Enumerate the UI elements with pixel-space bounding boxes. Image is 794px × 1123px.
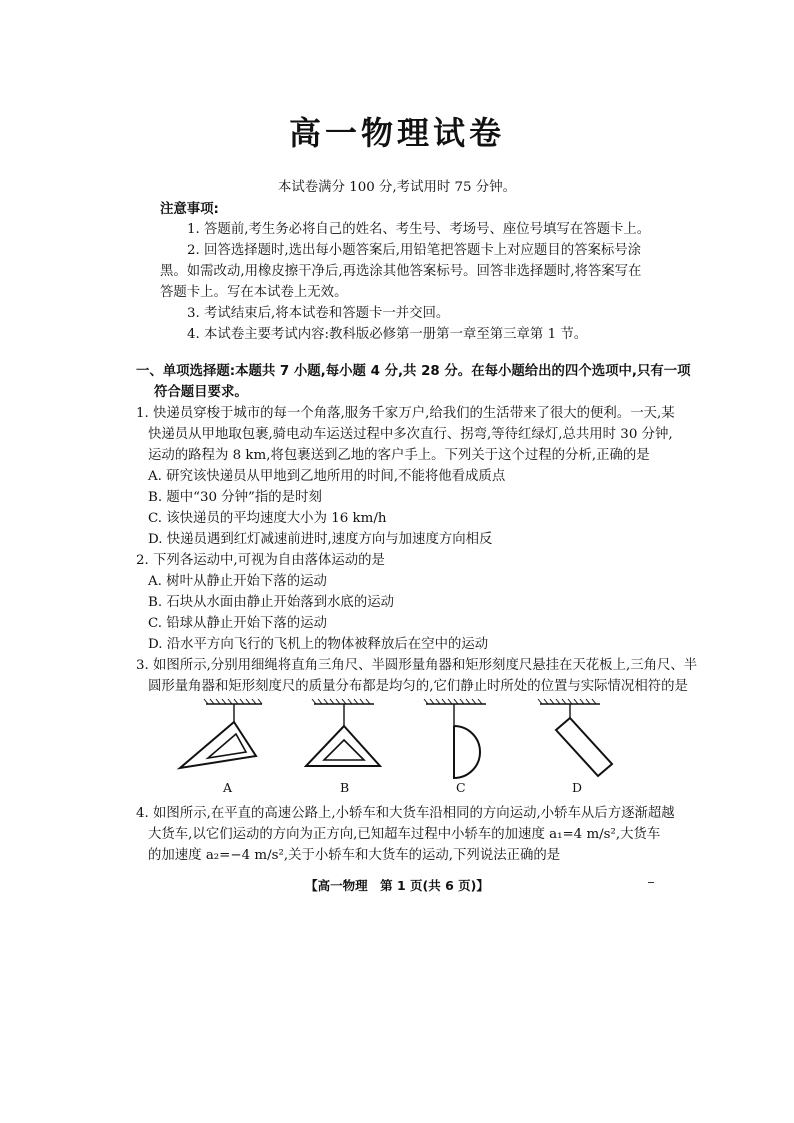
q2-stem: 2. 下列各运动中,可视为自由落体运动的是 <box>136 553 385 568</box>
section1-heading: 一、单项选择题:本题共 7 小题,每小题 4 分,共 28 分。在每小题给出的四个选项中,只有一项 <box>136 364 691 379</box>
page-title: 高一物理试卷 <box>288 114 505 152</box>
q4-stem-2: 大货车,以它们运动的方向为正方向,已知超车过程中小轿车的加速度 a₁=4 m/s²,大货车 <box>148 827 661 842</box>
section1-heading-cont: 符合题目要求。 <box>154 385 248 400</box>
q4-stem-3: 的加速度 a₂=−4 m/s²,关于小轿车和大货车的运动,下列说法正确的是 <box>148 848 561 863</box>
q3-label-c: C <box>456 780 466 795</box>
q3-stem-1: 3. 如图所示,分别用细绳将直角三角尺、半圆形量角器和矩形刻度尺悬挂在天花板上,三角尺、半 <box>136 658 698 673</box>
exam-intro: 本试卷满分 100 分,考试用时 75 分钟。 <box>278 180 516 195</box>
q1-option-d: D. 快递员遇到红灯减速前进时,速度方向与加速度方向相反 <box>148 532 493 547</box>
q1-stem-1: 1. 快递员穿梭于城市的每一个角落,服务千家万户,给我们的生活带来了很大的便利。一天,某 <box>136 406 675 421</box>
q3-figure-b <box>290 696 400 776</box>
q3-stem-2: 圆形量角器和矩形刻度尺的质量分布都是均匀的,它们静止时所处的位置与实际情况相符的是 <box>148 679 688 694</box>
notice-line-3: 黑。如需改动,用橡皮擦干净后,再选涂其他答案标号。回答非选择题时,将答案写在 <box>160 264 642 279</box>
notice-line-4: 答题卡上。写在本试卷上无效。 <box>160 285 348 300</box>
notice-line-6: 4. 本试卷主要考试内容:教科版必修第一册第一章至第三章第 1 节。 <box>187 327 588 342</box>
q3-figure-a <box>170 696 290 776</box>
notice-heading: 注意事项: <box>160 202 219 217</box>
q3-figure-c <box>420 696 500 780</box>
q2-option-a: A. 树叶从静止开始下落的运动 <box>148 574 327 589</box>
q3-figure-d <box>530 696 630 780</box>
q1-option-c: C. 该快递员的平均速度大小为 16 km/h <box>148 511 387 526</box>
q1-stem-2: 快递员从甲地取包裹,骑电动车运送过程中多次直行、拐弯,等待红绿灯,总共用时 30 分钟, <box>148 427 673 442</box>
q3-label-d: D <box>572 780 583 795</box>
notice-line-2: 2. 回答选择题时,选出每小题答案后,用铅笔把答题卡上对应题目的答案标号涂 <box>187 243 642 258</box>
q2-option-c: C. 铅球从静止开始下落的运动 <box>148 616 327 631</box>
page-footer: 【高一物理 第 1 页(共 6 页)】 <box>305 878 489 893</box>
q1-stem-3: 运动的路程为 8 km,将包裹送到乙地的客户手上。下列关于这个过程的分析,正确的是 <box>148 448 650 463</box>
q1-option-b: B. 题中“30 分钟”指的是时刻 <box>148 490 322 505</box>
q2-option-b: B. 石块从水面由静止开始落到水底的运动 <box>148 595 394 610</box>
q3-label-a: A <box>223 780 233 795</box>
q2-option-d: D. 沿水平方向飞行的飞机上的物体被释放后在空中的运动 <box>148 637 489 652</box>
notice-line-1: 1. 答题前,考生务必将自己的姓名、考生号、考场号、座位号填写在答题卡上。 <box>187 222 651 237</box>
q3-label-b: B <box>340 780 350 795</box>
footer-mark <box>648 882 654 883</box>
q4-stem-1: 4. 如图所示,在平直的高速公路上,小轿车和大货车沿相同的方向运动,小轿车从后方逐渐超越 <box>136 806 675 821</box>
notice-line-5: 3. 考试结束后,将本试卷和答题卡一并交回。 <box>187 306 450 321</box>
q1-option-a: A. 研究该快递员从甲地到乙地所用的时间,不能将他看成质点 <box>148 469 506 484</box>
